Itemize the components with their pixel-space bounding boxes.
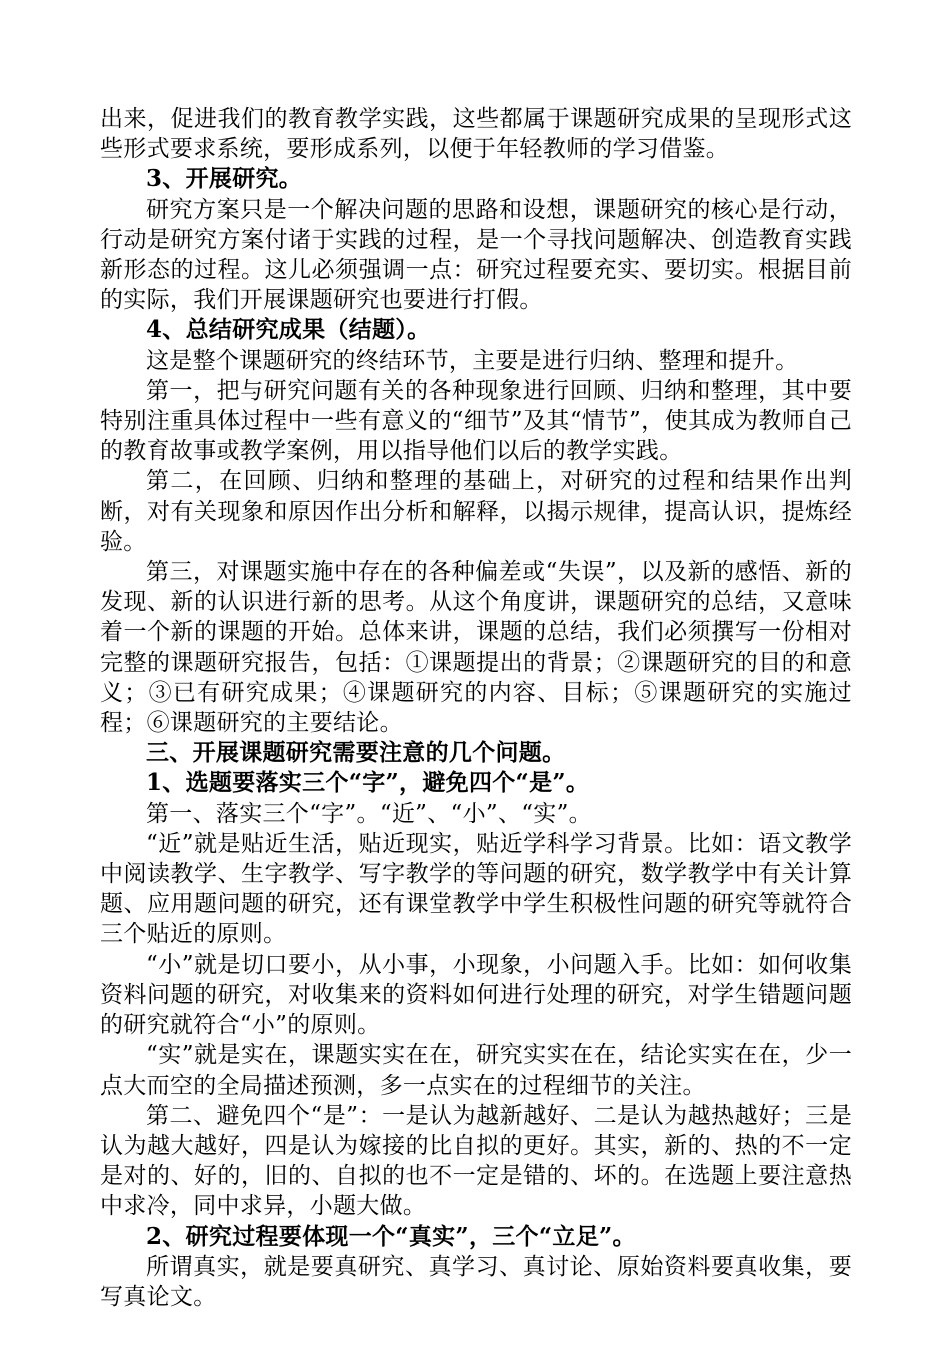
paragraph-research-plan: 研究方案只是一个解决问题的思路和设想，课题研究的核心是行动，行动是研究方案付诸于实践的过程，是一个寻找问题解决、创造教育实践新形态的过程。这儿必须强调一点：研究过程要充实、要切实。根据目前的实际，我们开展课题研究也要进行打假。 [100, 196, 852, 314]
paragraph-second-judgment: 第二，在回顾、归纳和整理的基础上，对研究的过程和结果作出判断，对有关现象和原因作出分析和解释，以揭示规律，提高认识，提炼经验。 [100, 468, 852, 555]
paragraph-near: “近”就是贴近生活，贴近现实，贴近学科学习背景。比如：语文教学中阅读教学、生字教学、写字教学的等问题的研究，数学教学中有关计算题、应用题问题的研究，还有课堂教学中学生积极性问题的研究等就符合三个贴近的原则。 [100, 830, 852, 948]
heading-research-process: 2、研究过程要体现一个“真实”，三个“立足”。 [146, 1222, 636, 1250]
paragraph-genuine: 所谓真实，就是要真研究、真学习、真讨论、原始资料要真收集，要写真论文。 [100, 1253, 852, 1310]
paragraph-third-reflection: 第三，对课题实施中存在的各种偏差或“失误”，以及新的感悟、新的发现、新的认识进行新的思考。从这个角度讲，课题研究的总结，又意味着一个新的课题的开始。总体来讲，课题的总结，我们必须撰写一份相对完整的课题研究报告，包括：①课题提出的背景；②课题研究的目的和意义；③已有研究成果；④课题研究的内容、目标；⑤课题研究的实施过程；⑥课题研究的主要结论。 [100, 559, 852, 737]
heading-summarize-results: 4、总结研究成果（结题）。 [146, 316, 431, 344]
heading-section-three: 三、开展课题研究需要注意的几个问题。 [146, 739, 566, 767]
paragraph-avoid-four: 第二、避免四个“是”：一是认为越新越好、二是认为越热越好；三是认为越大越好，四是认为嫁接的比自拟的更好。其实，新的、热的不一定是对的、好的，旧的、自拟的也不一定是错的、坏的。在选题上要注意热中求冷，同中求异，小题大做。 [100, 1102, 852, 1220]
paragraph-three-characters: 第一、落实三个“字”。“近”、“小”、“实”。 [146, 800, 592, 827]
paragraph-solid: “实”就是实在，课题实实在在，研究实实在在，结论实实在在，少一点大而空的全局描述预测，多一点实在的过程细节的关注。 [100, 1042, 852, 1099]
paragraph-small: “小”就是切口要小，从小事，小现象，小问题入手。比如：如何收集资料问题的研究，对收集来的资料如何进行处理的研究，对学生错题问题的研究就符合“小”的原则。 [100, 951, 852, 1039]
document-page [100, 104, 852, 1312]
heading-start-research: 3、开展研究。 [146, 165, 303, 193]
paragraph-first-review: 第一，把与研究问题有关的各种现象进行回顾、归纳和整理，其中要特别注重具体过程中一些有意义的“细节”及其“情节”，使其成为教师自己的教育故事或教学案例，用以指导他们以后的教学实践。 [100, 377, 852, 465]
paragraph-final-stage: 这是整个课题研究的终结环节，主要是进行归纳、整理和提升。 [146, 347, 799, 374]
paragraph-continuation: 出来，促进我们的教育教学实践，这些都属于课题研究成果的呈现形式这些形式要求系统，要形成系列，以便于年轻教师的学习借鉴。 [100, 106, 852, 163]
heading-topic-selection: 1、选题要落实三个“字”，避免四个“是”。 [146, 769, 590, 797]
